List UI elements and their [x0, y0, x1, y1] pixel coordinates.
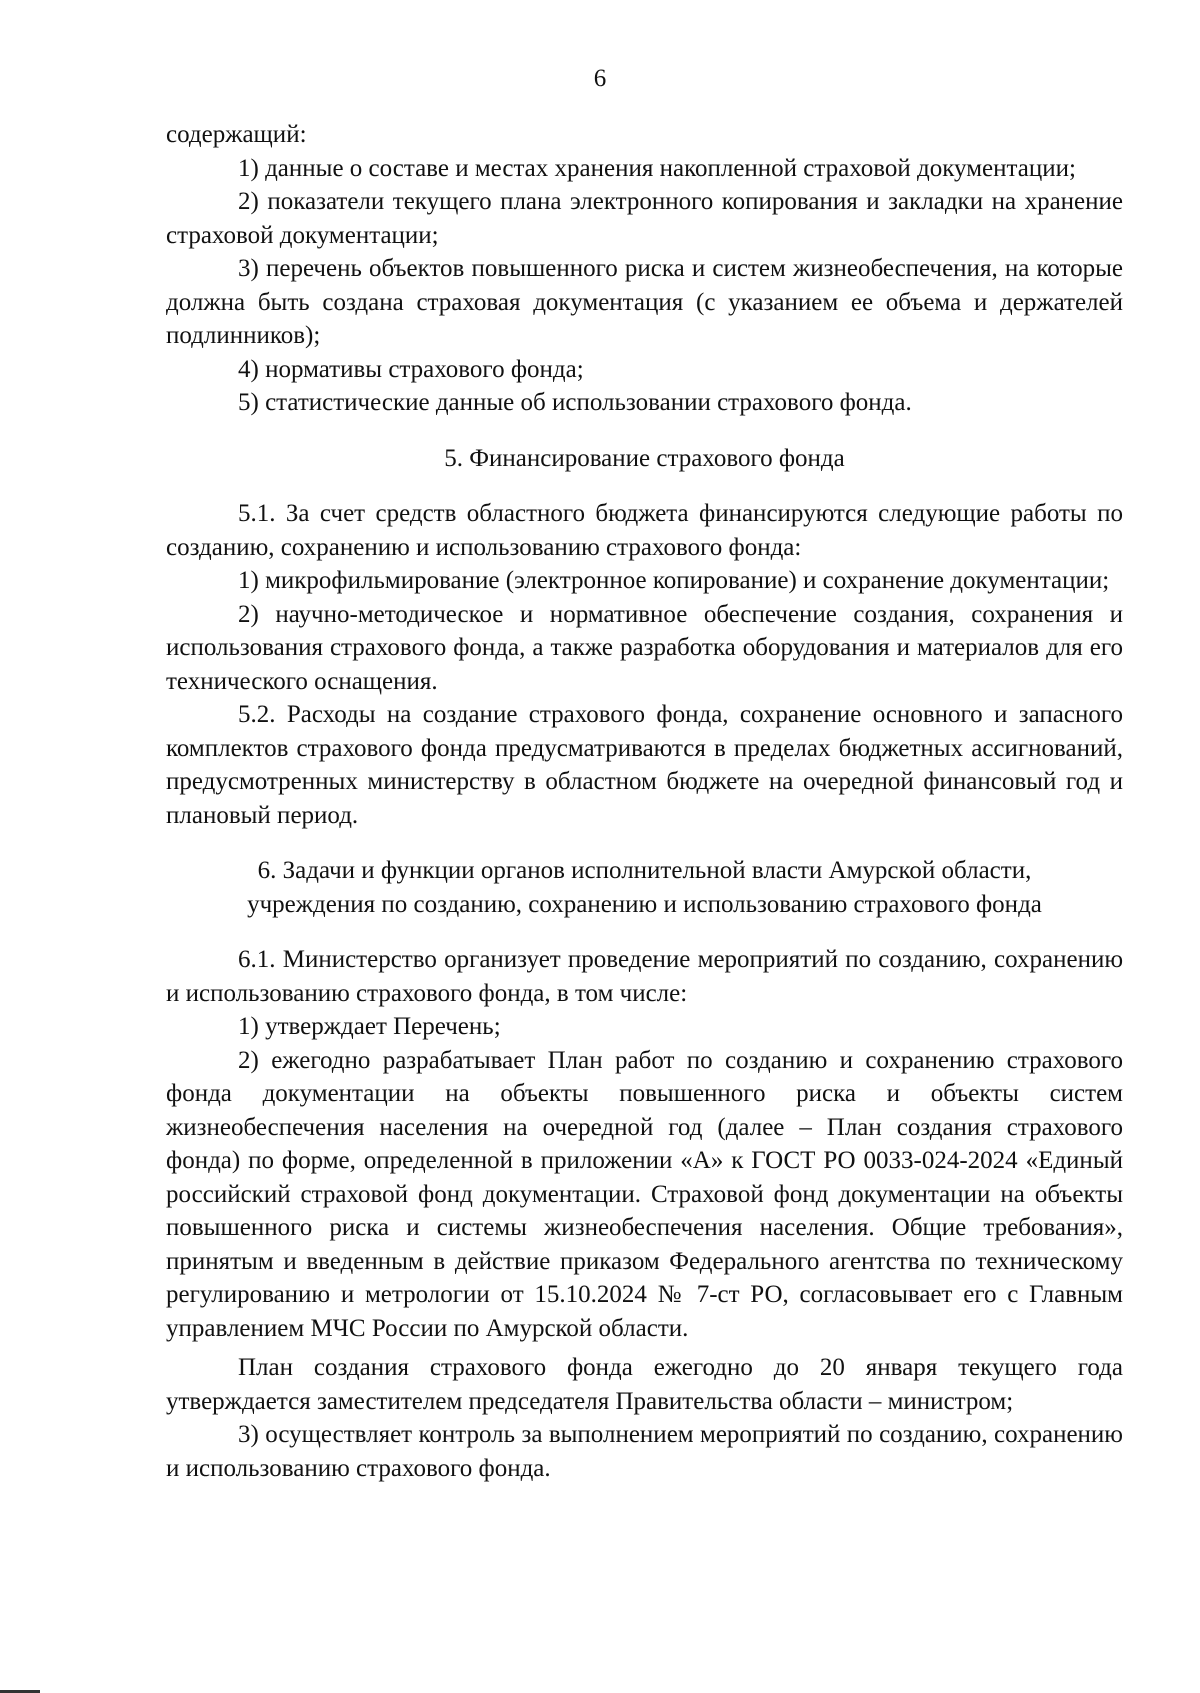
- paragraph: План создания страхового фонда ежегодно до 20 января текущего года утверждается заместителем председателя Правительства области – министром;: [166, 1354, 1123, 1415]
- page-number: 6: [593, 65, 607, 92]
- list-item: 1) утверждает Перечень;: [238, 1013, 501, 1040]
- list-item: 3) перечень объектов повышенного риска и систем жизнеобеспечения, на которые должна быть создана страховая документация (с указанием ее объема и держателей подлинников);: [166, 255, 1123, 349]
- list-item: 2) показатели текущего плана электронного копирования и закладки на хранение страховой документации;: [166, 188, 1123, 249]
- paragraph-lead: содержащий:: [166, 121, 307, 148]
- list-item: 2) научно-методическое и нормативное обеспечение создания, сохранения и использования страхового фонда, а также разработка оборудования и материалов для его технического оснащения.: [166, 600, 1123, 695]
- paragraph: 6.1. Министерство организует проведение мероприятий по созданию, сохранению и использованию страхового фонда, в том числе:: [166, 946, 1123, 1007]
- list-item: 5) статистические данные об использовании страхового фонда.: [238, 389, 912, 416]
- list-item: 4) нормативы страхового фонда;: [238, 355, 584, 383]
- paragraph: 5.1. За счет средств областного бюджета финансируются следующие работы по созданию, сохранению и использованию страхового фонда:: [166, 500, 1123, 561]
- list-item: 1) микрофильмирование (электронное копирование) и сохранение документации;: [238, 567, 1110, 594]
- section-5-title: 5. Финансирование страхового фонда: [444, 444, 845, 472]
- list-item: 3) осуществляет контроль за выполнением мероприятий по созданию, сохранению и использованию страхового фонда.: [166, 1421, 1123, 1482]
- paragraph: 5.2. Расходы на создание страхового фонда, сохранение основного и запасного комплектов страхового фонда предусматриваются в пределах бюджетных ассигнований, предусмотренных министерству в областном бюджете на очередной финансовый год и плановый период.: [166, 701, 1123, 829]
- document-body: [166, 118, 1123, 1485]
- list-item: 1) данные о составе и местах хранения накопленной страховой документации;: [238, 154, 1076, 182]
- list-item: 2) ежегодно разрабатывает План работ по созданию и сохранению страхового фонда документации на объекты повышенного риска и объекты систем жизнеобеспечения населения на очередной год (далее – План создания страхового фонда) по форме, определенной в приложении «А» к ГОСТ РО 0033-024-2024 «Единый российский страховой фонд документации. Страховой фонд документации на объекты повышенного риска и системы жизнеобеспечения населения. Общие требования», принятым и введенным в действие приказом Федерального агентства по техническому регулированию и метрологии от 15.10.2024 № 7-ст РО, согласовывает его с Главным управлением МЧС России по Амурской области.: [166, 1046, 1123, 1342]
- section-6-title-line-1: 6. Задачи и функции органов исполнительной власти Амурской области,: [257, 857, 1032, 884]
- section-6-title-line-2: учреждения по созданию, сохранению и использованию страхового фонда: [247, 890, 1042, 918]
